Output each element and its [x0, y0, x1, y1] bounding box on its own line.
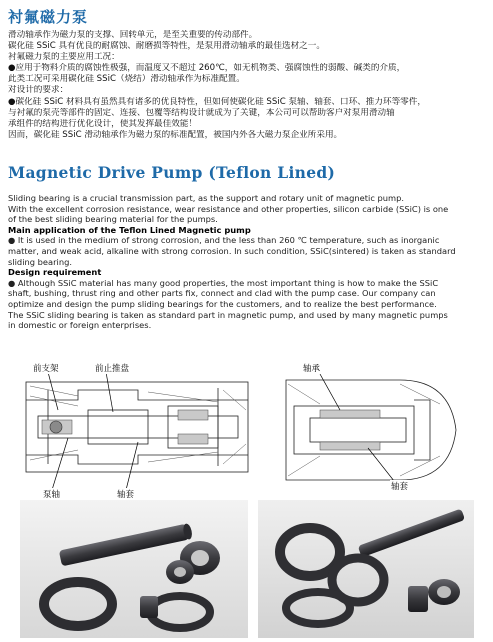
cn-line: 与衬氟的泵壳等部件的固定、连接、包覆等结构设计就成为了关键，本公司可以帮助客户对泵用滑动轴 — [8, 107, 395, 118]
label-pump-shaft: 泵轴 — [43, 490, 61, 500]
cross-section-illustration — [18, 360, 258, 500]
label-bearing: 轴承 — [303, 364, 321, 374]
english-body-text — [8, 193, 486, 331]
label-bushing: 轴套 — [117, 490, 135, 500]
label-front-support: 前支架 — [33, 364, 59, 374]
cn-line: ●碳化硅 SSiC 材料具有虽然具有诸多的优良特性，但如何使碳化硅 SSiC 泵轴、轴套、口环、推力环等零件， — [8, 96, 426, 107]
cross-section-illustration — [280, 360, 466, 500]
ssic-parts-photo-left — [20, 500, 248, 638]
cn-line: 碳化硅 SSiC 具有优良的耐腐蚀、耐磨损等特性，是泵用滑动轴承的最佳选材之一。 — [8, 41, 325, 52]
en-line: of the best sliding bearing material for the pumps. — [8, 214, 218, 225]
english-section-title: Magnetic Drive Pump (Teflon Lined) — [8, 163, 336, 182]
pump-cross-section-drawing-right — [280, 360, 466, 500]
label-bushing: 轴套 — [391, 482, 409, 492]
en-line: optimize and design the pump sliding bearings for the customers, and to realize the best performance. — [8, 298, 437, 309]
cn-line: 滑动轴承作为磁力泵的支撑、回转单元，是至关重要的传动部件。 — [8, 30, 258, 40]
label-front-thrust-disc: 前止推盘 — [95, 364, 130, 374]
ssic-parts-illustration — [258, 500, 474, 638]
chinese-body-text — [8, 30, 486, 141]
chinese-section-title: 衬氟磁力泵 — [8, 8, 89, 26]
cn-line: 对设计的要求： — [8, 85, 69, 96]
en-line: With the excellent corrosion resistance, wear resistance and other properties, silicon carbide (SSiC) is one — [8, 203, 449, 214]
cn-line: 承组件的结构进行优化设计，使其发挥最佳效能！ — [8, 118, 198, 129]
en-line: matter, and weak acid, alkaline with strong corrosion. In such condition, SSiC(sintered) is taken as standard — [8, 245, 456, 256]
ssic-parts-photo-right — [258, 500, 474, 638]
en-line: ● Although SSiC material has many good properties, the most important thing is how to make the SSiC — [8, 277, 439, 288]
en-line: The SSiC sliding bearing is taken as standard part in magnetic pump, and used by many magnetic pumps — [8, 309, 448, 320]
cn-line: 此类工况可采用碳化硅 SSiC（烧结）滑动轴承作为标准配置。 — [8, 74, 245, 85]
en-line: Sliding bearing is a crucial transmission part, as the support and rotary unit of magnetic pump. — [8, 193, 405, 203]
en-line: shaft, bushing, thrust ring and other parts fix, connect and clad with the pump case. Our company can — [8, 288, 436, 299]
en-line: sliding bearing. — [8, 256, 73, 267]
cn-line: ●应用于物料介质的腐蚀性极强，而温度又不超过 260℃，如无机物类、强腐蚀性的弱酸、碱类的介质， — [8, 63, 406, 74]
en-line: ● It is used in the medium of strong corrosion, and the less than 260 ℃ temperature, such as inorganic — [8, 235, 440, 246]
en-line: in domestic or foreign enterprises. — [8, 320, 152, 331]
ssic-parts-illustration — [20, 500, 248, 638]
cn-line: 因而，碳化硅 SSiC 滑动轴承作为磁力泵的标准配置，被国内外各大磁力泵企业所采用。 — [8, 129, 343, 140]
cn-line: 衬氟磁力泵的主要应用工况： — [8, 52, 120, 63]
en-subheading: Design requirement — [8, 267, 102, 278]
pump-cross-section-drawing-left — [18, 360, 258, 500]
en-subheading: Main application of the Teflon Lined Magnetic pump — [8, 224, 251, 235]
